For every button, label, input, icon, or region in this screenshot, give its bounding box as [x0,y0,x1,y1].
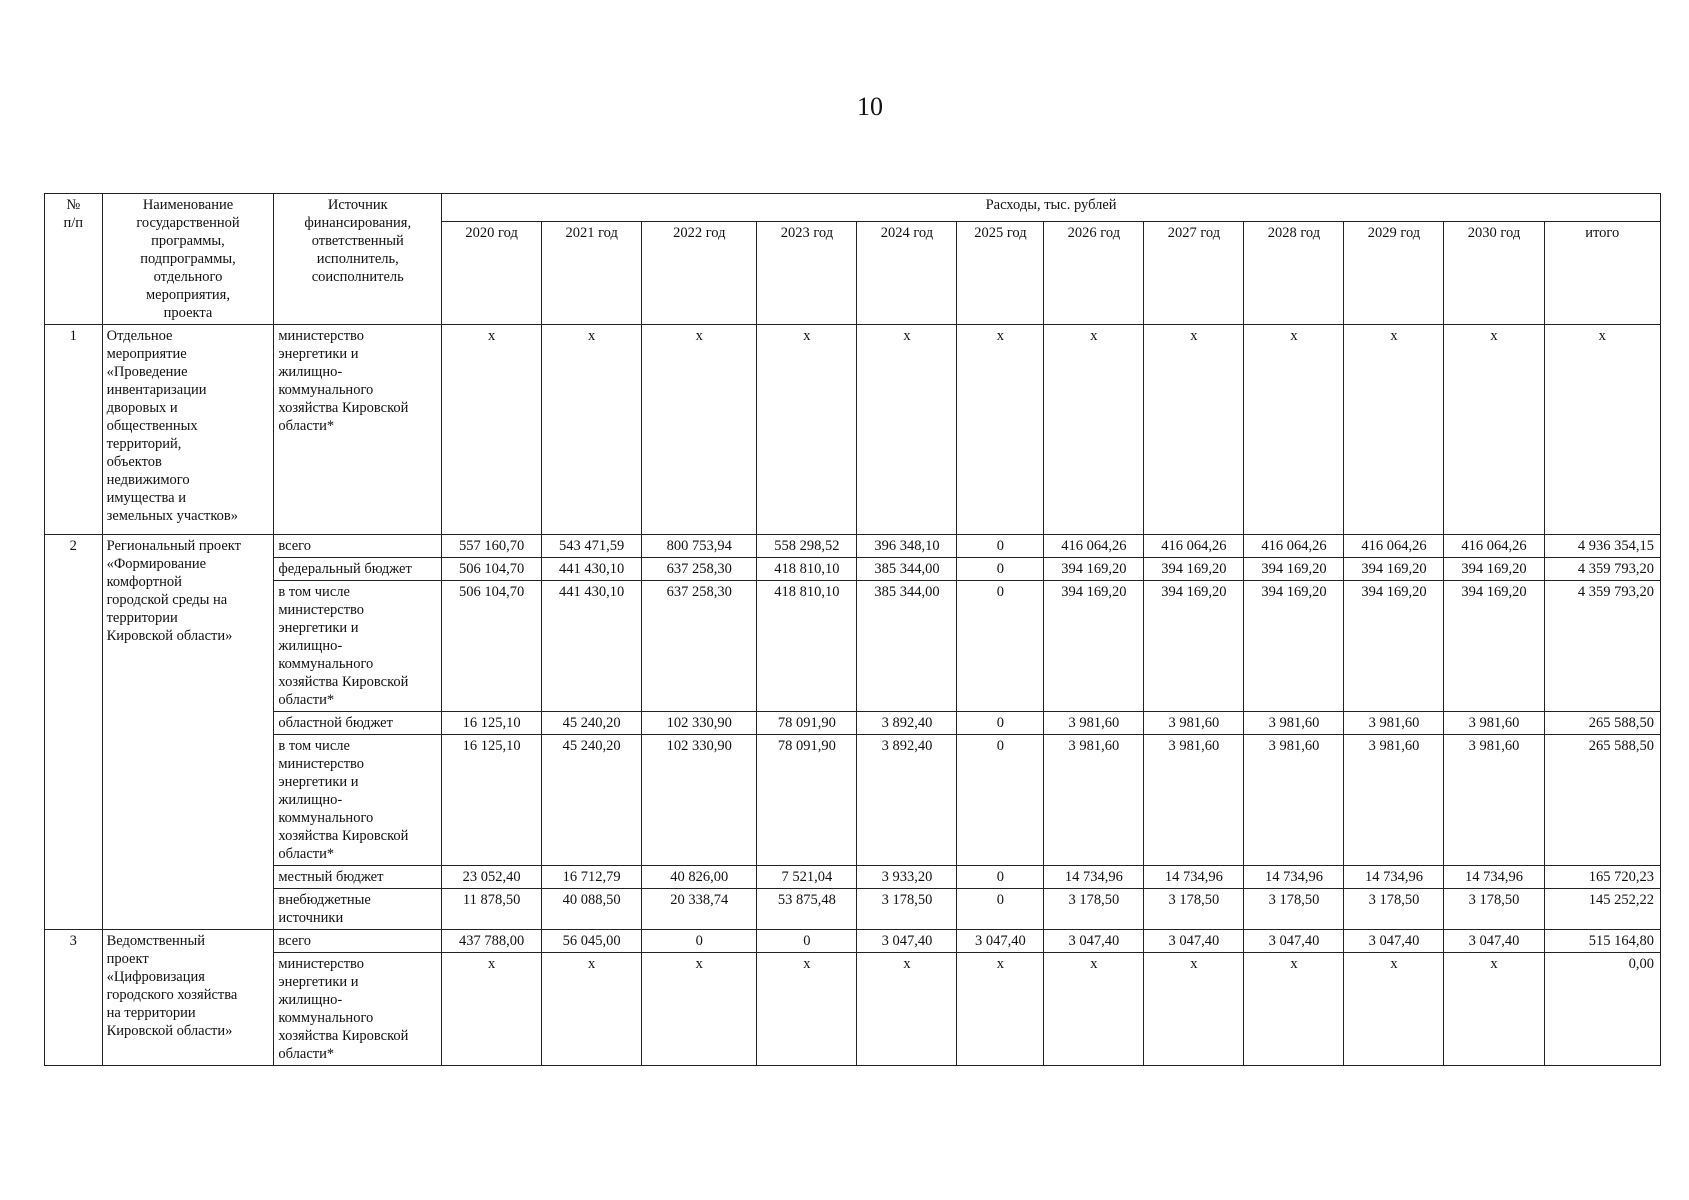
total-cell: 4 359 793,20 [1544,581,1660,712]
funding-source: в том числе министерство энергетики и жилищно- коммунального хозяйства Кировской области* [274,581,442,712]
value-cell: х [1344,953,1444,1066]
total-cell: 265 588,50 [1544,735,1660,866]
value-cell: х [1344,325,1444,535]
value-cell: 3 047,40 [1044,930,1144,953]
value-cell: 14 734,96 [1144,866,1244,889]
value-cell: 3 178,50 [857,889,957,930]
value-cell: 418 810,10 [757,558,857,581]
value-cell: 637 258,30 [642,558,757,581]
total-cell: 4 936 354,15 [1544,535,1660,558]
value-cell: х [542,953,642,1066]
value-cell: 3 047,40 [1344,930,1444,953]
value-cell: 3 178,50 [1044,889,1144,930]
value-cell: 40 826,00 [642,866,757,889]
page-number: 10 [857,92,883,121]
header-year: 2020 год [442,222,542,325]
funding-source: в том числе министерство энергетики и жилищно- коммунального хозяйства Кировской области* [274,735,442,866]
item-name: Ведомственный проект «Цифровизация городского хозяйства на территории Кировской области» [102,930,274,1066]
table-row [45,889,1661,930]
total-cell: 145 252,22 [1544,889,1660,930]
value-cell: 53 875,48 [757,889,857,930]
value-cell: 3 892,40 [857,735,957,866]
header-total: итого [1544,222,1660,325]
value-cell: 3 178,50 [1144,889,1244,930]
header-year: 2030 год [1444,222,1544,325]
value-cell: 14 734,96 [1444,866,1544,889]
value-cell: 506 104,70 [442,558,542,581]
funding-source: министерство энергетики и жилищно- коммунального хозяйства Кировской области* [274,953,442,1066]
item-name: Отдельное мероприятие «Проведение инвентаризации дворовых и общественных территорий, объектов недвижимого имущества и земельных участков» [102,325,274,535]
value-cell: 3 981,60 [1344,735,1444,866]
value-cell: 418 810,10 [757,581,857,712]
value-cell: х [1144,953,1244,1066]
value-cell: 3 981,60 [1144,735,1244,866]
header-expenses: Расходы, тыс. рублей [442,194,1661,222]
value-cell: 394 169,20 [1444,558,1544,581]
value-cell: 3 981,60 [1344,712,1444,735]
value-cell: 14 734,96 [1344,866,1444,889]
value-cell: 800 753,94 [642,535,757,558]
table-row [45,558,1661,581]
value-cell: 441 430,10 [542,581,642,712]
value-cell: 3 047,40 [1144,930,1244,953]
value-cell: х [1044,325,1144,535]
value-cell: 102 330,90 [642,735,757,866]
header-year: 2026 год [1044,222,1144,325]
value-cell: 416 064,26 [1344,535,1444,558]
table-row [45,930,1661,953]
value-cell: 416 064,26 [1244,535,1344,558]
value-cell: х [857,325,957,535]
value-cell: х [442,325,542,535]
funding-source: местный бюджет [274,866,442,889]
value-cell: 0 [957,558,1044,581]
row-number: 1 [45,325,103,535]
value-cell: 16 125,10 [442,712,542,735]
total-cell: 0,00 [1544,953,1660,1066]
value-cell: 0 [957,866,1044,889]
value-cell: 45 240,20 [542,712,642,735]
value-cell: 23 052,40 [442,866,542,889]
value-cell: 0 [957,581,1044,712]
value-cell: х [957,325,1044,535]
value-cell: 3 178,50 [1244,889,1344,930]
value-cell: 3 178,50 [1344,889,1444,930]
value-cell: 394 169,20 [1044,558,1144,581]
value-cell: 416 064,26 [1144,535,1244,558]
value-cell: 78 091,90 [757,712,857,735]
value-cell: х [1444,325,1544,535]
value-cell: 14 734,96 [1244,866,1344,889]
value-cell: 394 169,20 [1144,558,1244,581]
header-year: 2027 год [1144,222,1244,325]
value-cell: 3 981,60 [1144,712,1244,735]
value-cell: 558 298,52 [757,535,857,558]
value-cell: 45 240,20 [542,735,642,866]
value-cell: 3 178,50 [1444,889,1544,930]
value-cell: 394 169,20 [1344,558,1444,581]
value-cell: 3 047,40 [1444,930,1544,953]
value-cell: 3 892,40 [857,712,957,735]
value-cell: 394 169,20 [1244,558,1344,581]
value-cell: 0 [957,889,1044,930]
header-name: Наименование государственной программы, подпрограммы, отдельного мероприятия, проекта [102,194,274,325]
budget-table [44,193,1661,1066]
table-row [45,325,1661,535]
value-cell: 3 047,40 [857,930,957,953]
value-cell: 3 047,40 [957,930,1044,953]
value-cell: 506 104,70 [442,581,542,712]
value-cell: 40 088,50 [542,889,642,930]
table-body [45,325,1661,1066]
value-cell: 394 169,20 [1244,581,1344,712]
value-cell: 0 [757,930,857,953]
value-cell: 416 064,26 [1044,535,1144,558]
value-cell: х [1244,325,1344,535]
value-cell: х [1044,953,1144,1066]
value-cell: х [642,953,757,1066]
value-cell: 3 047,40 [1244,930,1344,953]
value-cell: 102 330,90 [642,712,757,735]
value-cell: 7 521,04 [757,866,857,889]
value-cell: 0 [957,535,1044,558]
table-row [45,535,1661,558]
value-cell: 394 169,20 [1444,581,1544,712]
value-cell: 416 064,26 [1444,535,1544,558]
value-cell: х [442,953,542,1066]
value-cell: 3 981,60 [1044,712,1144,735]
value-cell: 3 981,60 [1244,712,1344,735]
value-cell: 557 160,70 [442,535,542,558]
value-cell: 11 878,50 [442,889,542,930]
funding-source: всего [274,535,442,558]
table-row [45,953,1661,1066]
value-cell: х [757,953,857,1066]
value-cell: х [1444,953,1544,1066]
table-row [45,581,1661,712]
value-cell: 396 348,10 [857,535,957,558]
value-cell: 3 933,20 [857,866,957,889]
value-cell: 441 430,10 [542,558,642,581]
total-cell: х [1544,325,1660,535]
header-year: 2025 год [957,222,1044,325]
table-row [45,866,1661,889]
value-cell: 20 338,74 [642,889,757,930]
value-cell: 3 981,60 [1444,735,1544,866]
total-cell: 4 359 793,20 [1544,558,1660,581]
value-cell: 637 258,30 [642,581,757,712]
header-year: 2023 год [757,222,857,325]
item-name: Региональный проект «Формирование комфортной городской среды на территории Кировской области» [102,535,274,930]
value-cell: 3 981,60 [1444,712,1544,735]
table-row [45,712,1661,735]
value-cell: 3 981,60 [1044,735,1144,866]
table-row [45,735,1661,866]
value-cell: 385 344,00 [857,558,957,581]
value-cell: 16 712,79 [542,866,642,889]
funding-source: министерство энергетики и жилищно- коммунального хозяйства Кировской области* [274,325,442,535]
value-cell: 394 169,20 [1144,581,1244,712]
header-num: № п/п [45,194,103,325]
value-cell: х [542,325,642,535]
header-source: Источник финансирования, ответственный исполнитель, соисполнитель [274,194,442,325]
funding-source: областной бюджет [274,712,442,735]
row-number: 2 [45,535,103,930]
value-cell: 0 [642,930,757,953]
funding-source: всего [274,930,442,953]
value-cell: 394 169,20 [1044,581,1144,712]
funding-source: внебюджетные источники [274,889,442,930]
header-year: 2028 год [1244,222,1344,325]
value-cell: 543 471,59 [542,535,642,558]
value-cell: х [857,953,957,1066]
value-cell: х [757,325,857,535]
value-cell: 56 045,00 [542,930,642,953]
header-year: 2021 год [542,222,642,325]
value-cell: 0 [957,712,1044,735]
value-cell: 14 734,96 [1044,866,1144,889]
header-year: 2022 год [642,222,757,325]
value-cell: 3 981,60 [1244,735,1344,866]
value-cell: х [1244,953,1344,1066]
header-row [45,194,1661,222]
value-cell: 437 788,00 [442,930,542,953]
value-cell: х [957,953,1044,1066]
header-year: 2029 год [1344,222,1444,325]
funding-source: федеральный бюджет [274,558,442,581]
total-cell: 165 720,23 [1544,866,1660,889]
total-cell: 265 588,50 [1544,712,1660,735]
value-cell: 78 091,90 [757,735,857,866]
header-year: 2024 год [857,222,957,325]
row-number: 3 [45,930,103,1066]
value-cell: 394 169,20 [1344,581,1444,712]
value-cell: 385 344,00 [857,581,957,712]
value-cell: х [642,325,757,535]
total-cell: 515 164,80 [1544,930,1660,953]
value-cell: 16 125,10 [442,735,542,866]
value-cell: 0 [957,735,1044,866]
value-cell: х [1144,325,1244,535]
